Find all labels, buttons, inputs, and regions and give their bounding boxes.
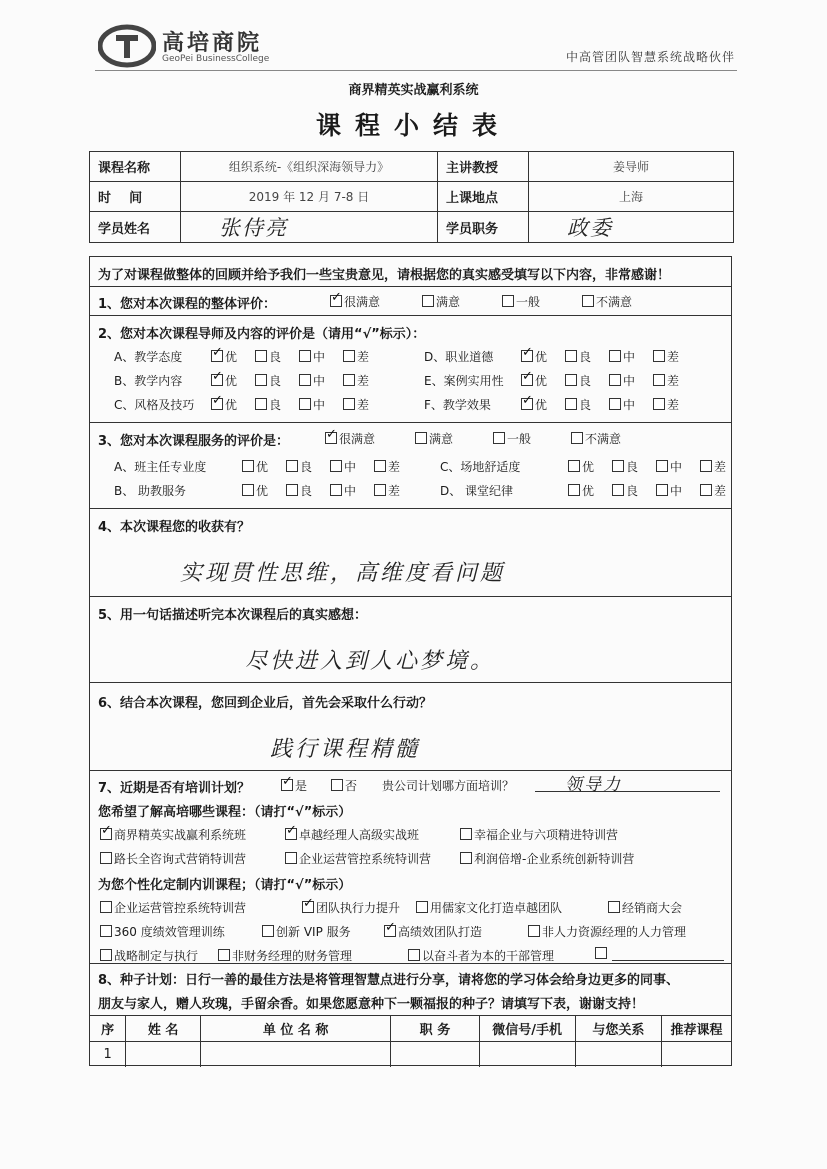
- checkbox[interactable]: [343, 350, 355, 362]
- checkbox[interactable]: [415, 432, 427, 444]
- checkbox[interactable]: [299, 374, 311, 386]
- q1-text: 1、您对本次课程的整体评价：: [98, 297, 277, 312]
- rating-option[interactable]: [568, 482, 594, 499]
- checkbox-label: 良: [300, 460, 313, 474]
- checkbox-label: 中: [670, 460, 683, 474]
- checkbox-label: 优: [535, 398, 548, 412]
- q3-option[interactable]: [415, 432, 453, 446]
- q1-option[interactable]: [502, 295, 540, 309]
- checkbox-label: 良: [626, 460, 639, 474]
- rating-option[interactable]: [211, 396, 237, 413]
- seed-table-column-header: 职 务: [391, 1016, 479, 1042]
- logo-text-en: GeoPei BusinessCollege: [162, 54, 270, 64]
- service-item-label: D、 课堂纪律: [440, 484, 514, 498]
- rating-option[interactable]: [565, 348, 591, 365]
- rating-option[interactable]: [653, 396, 679, 413]
- checkbox-label: 非财务经理的财务管理: [232, 949, 353, 963]
- checkbox[interactable]: [343, 374, 355, 386]
- checkbox[interactable]: [565, 398, 577, 410]
- checkbox[interactable]: [700, 484, 712, 496]
- checkbox-label: 非人力资源经理的人力管理: [542, 925, 687, 939]
- rating-option[interactable]: [343, 348, 369, 365]
- checkbox-label: 优: [225, 374, 238, 388]
- checkbox[interactable]: [286, 484, 298, 496]
- rating-option[interactable]: [374, 458, 400, 475]
- seed-table-column-header: 推荐课程: [662, 1016, 732, 1042]
- course-option[interactable]: [100, 850, 246, 867]
- checkbox[interactable]: [653, 350, 665, 362]
- checkbox-label: 中: [623, 398, 636, 412]
- q3-option[interactable]: [493, 432, 531, 446]
- rating-option[interactable]: [609, 372, 635, 389]
- custom-course-option[interactable]: [408, 947, 554, 964]
- checkbox-label: 差: [357, 374, 370, 388]
- logo-mark-icon: [98, 24, 156, 68]
- checkbox[interactable]: [325, 432, 337, 444]
- q1-options: [330, 293, 674, 310]
- checkbox-label: 优: [535, 374, 548, 388]
- rating-option[interactable]: [565, 372, 591, 389]
- student-name-handwriting: 张侍亮: [219, 216, 288, 240]
- seed-table-column-header: 单 位 名 称: [200, 1016, 390, 1042]
- table-cell[interactable]: [575, 1042, 661, 1068]
- checkbox-label: 利润倍增-企业系统创新特训营: [474, 852, 635, 866]
- checkbox[interactable]: [330, 295, 342, 307]
- q7-plan-label: 贵公司计划哪方面培训？: [382, 779, 515, 793]
- rating-item-label: F、教学效果: [424, 398, 491, 412]
- q7-yes-option[interactable]: [281, 777, 307, 794]
- rating-item-label: C、风格及技巧: [114, 398, 195, 412]
- checkbox[interactable]: [528, 925, 540, 937]
- q7-yes-checkbox[interactable]: [281, 779, 293, 791]
- course-option[interactable]: [460, 850, 634, 867]
- survey-box: [89, 256, 732, 1066]
- checkbox-label: 创新 VIP 服务: [276, 925, 351, 939]
- checkbox-label: 良: [269, 374, 282, 388]
- checkbox[interactable]: [460, 852, 472, 864]
- checkbox-label: 中: [313, 350, 326, 364]
- checkbox-label: 中: [313, 374, 326, 388]
- checkbox-label: 差: [667, 350, 680, 364]
- checkbox[interactable]: [100, 852, 112, 864]
- q1-option[interactable]: [582, 295, 632, 309]
- checkbox-label: 差: [714, 460, 727, 474]
- rating-option[interactable]: [286, 458, 312, 475]
- table-cell[interactable]: [200, 1042, 390, 1068]
- checkbox[interactable]: [100, 949, 112, 961]
- checkbox[interactable]: [612, 484, 624, 496]
- checkbox[interactable]: [374, 460, 386, 472]
- checkbox[interactable]: [255, 374, 267, 386]
- checkbox-label: 差: [714, 484, 727, 498]
- checkbox[interactable]: [302, 901, 314, 913]
- checkbox-label: 优: [535, 350, 548, 364]
- rating-option[interactable]: [255, 372, 281, 389]
- course-option[interactable]: [460, 826, 618, 843]
- q1-option[interactable]: [422, 295, 460, 309]
- custom-course-option[interactable]: [416, 899, 562, 916]
- q7-row: [90, 770, 731, 964]
- checkbox[interactable]: [565, 374, 577, 386]
- q4-row: [90, 508, 731, 597]
- q7-courses-header: 您希望了解高培哪些课程：（请打“√”标示）: [98, 805, 352, 820]
- checkbox[interactable]: [653, 398, 665, 410]
- course-option[interactable]: [285, 850, 431, 867]
- table-cell[interactable]: [662, 1042, 732, 1068]
- rating-option[interactable]: [299, 396, 325, 413]
- checkbox[interactable]: [211, 374, 223, 386]
- checkbox[interactable]: [571, 432, 583, 444]
- checkbox[interactable]: [285, 828, 297, 840]
- q6-answer[interactable]: 践行课程精髓: [270, 737, 421, 762]
- checkbox[interactable]: [211, 350, 223, 362]
- q4-text: 4、本次课程您的收获有？: [98, 520, 251, 535]
- place-label: 上课地点: [438, 182, 529, 212]
- position-handwriting: 政委: [567, 216, 613, 240]
- service-item-label: B、 助教服务: [114, 484, 187, 498]
- time-label: 时 间: [90, 182, 181, 212]
- checkbox-label: 不满意: [585, 432, 622, 446]
- student-name-label: 学员姓名: [90, 212, 181, 243]
- checkbox-label: 路长全咨询式营销特训营: [114, 852, 247, 866]
- q3-option[interactable]: [325, 432, 375, 446]
- checkbox[interactable]: [653, 374, 665, 386]
- teacher-value[interactable]: 姜导师: [529, 152, 734, 182]
- checkbox[interactable]: [374, 484, 386, 496]
- q5-row: [90, 596, 731, 683]
- rating-option[interactable]: [521, 396, 547, 413]
- q8-row: [90, 963, 731, 1015]
- rating-option[interactable]: [653, 348, 679, 365]
- student-name-value[interactable]: [181, 212, 438, 243]
- custom-course-option[interactable]: [100, 899, 246, 916]
- q2-text: 2、您对本次课程导师及内容的评价是（请用“√”标示）：: [98, 327, 426, 342]
- checkbox[interactable]: [416, 901, 428, 913]
- checkbox[interactable]: [255, 398, 267, 410]
- place-value[interactable]: 上海: [529, 182, 734, 212]
- custom-course-option[interactable]: [608, 899, 682, 916]
- checkbox[interactable]: [285, 852, 297, 864]
- table-cell[interactable]: [479, 1042, 575, 1068]
- checkbox[interactable]: [286, 460, 298, 472]
- rating-option[interactable]: [656, 482, 682, 499]
- checkbox[interactable]: [460, 828, 472, 840]
- custom-course-option[interactable]: [528, 923, 686, 940]
- student-position-value[interactable]: [529, 212, 734, 243]
- rating-option[interactable]: [299, 372, 325, 389]
- q7-no-option[interactable]: [331, 777, 357, 794]
- checkbox[interactable]: [568, 484, 580, 496]
- checkbox[interactable]: [608, 901, 620, 913]
- checkbox-label: 很满意: [344, 295, 381, 309]
- checkbox-label: 以奋斗者为本的干部管理: [422, 949, 555, 963]
- checkbox-label: 很满意: [339, 432, 376, 446]
- rating-option[interactable]: [343, 396, 369, 413]
- checkbox-label: 差: [357, 350, 370, 364]
- q7-text: 7、近期是否有培训计划？: [98, 781, 251, 796]
- q1-row: [90, 286, 731, 316]
- rating-item-label: A、教学态度: [114, 350, 183, 364]
- rating-option[interactable]: [700, 458, 726, 475]
- checkbox-label: 一般: [516, 295, 541, 309]
- blank-line[interactable]: [612, 948, 724, 961]
- checkbox-label: 中: [670, 484, 683, 498]
- rating-option[interactable]: [612, 482, 638, 499]
- checkbox-label: 中: [344, 484, 357, 498]
- checkbox[interactable]: [100, 828, 112, 840]
- rating-option[interactable]: [242, 458, 268, 475]
- rating-option[interactable]: [211, 372, 237, 389]
- student-position-label: 学员职务: [438, 212, 529, 243]
- checkbox[interactable]: [242, 484, 254, 496]
- rating-option[interactable]: [286, 482, 312, 499]
- seed-table-column-header: 与您关系: [575, 1016, 661, 1042]
- custom-course-option[interactable]: [595, 947, 724, 961]
- checkbox-label: 幸福企业与六项精进特训营: [474, 828, 619, 842]
- checkbox-label: 用儒家文化打造卓越团队: [430, 901, 563, 915]
- table-cell[interactable]: [391, 1042, 479, 1068]
- rating-option[interactable]: [374, 482, 400, 499]
- rating-option[interactable]: [609, 348, 635, 365]
- checkbox-label: 良: [300, 484, 313, 498]
- q7-no-label: 否: [345, 779, 358, 793]
- table-cell[interactable]: [126, 1042, 201, 1068]
- rating-option[interactable]: [612, 458, 638, 475]
- checkbox-label: 差: [388, 460, 401, 474]
- custom-course-option[interactable]: [218, 947, 352, 964]
- logo: [98, 24, 270, 68]
- checkbox-label: 中: [313, 398, 326, 412]
- checkbox-label: 一般: [507, 432, 532, 446]
- q7-yes-label: 是: [295, 779, 308, 793]
- rating-option[interactable]: [521, 348, 547, 365]
- rating-item-label: E、案例实用性: [424, 374, 504, 388]
- intro-text: 为了对课程做整体的回顾并给予我们一些宝贵意见，请根据您的真实感受填写以下内容，非常感谢！: [98, 268, 671, 283]
- checkbox[interactable]: [493, 432, 505, 444]
- rating-item-label: D、职业道德: [424, 350, 494, 364]
- checkbox[interactable]: [521, 398, 533, 410]
- q5-text: 5、用一句话描述听完本次课程后的真实感想：: [98, 608, 368, 623]
- rating-option[interactable]: [255, 348, 281, 365]
- checkbox[interactable]: [609, 398, 621, 410]
- rating-option[interactable]: [343, 372, 369, 389]
- q1-option[interactable]: [330, 295, 380, 309]
- seed-table-column-header: 微信号/手机: [479, 1016, 575, 1042]
- q7-plan-answer: 领导力: [565, 775, 622, 795]
- checkbox-label: 商界精英实战赢利系统班: [114, 828, 247, 842]
- service-item-label: A、班主任专业度: [114, 460, 207, 474]
- q4-answer[interactable]: 实现贯性思维，高维度看问题: [180, 561, 506, 586]
- checkbox[interactable]: [330, 484, 342, 496]
- checkbox-label: 良: [579, 398, 592, 412]
- checkbox-label: 优: [256, 460, 269, 474]
- checkbox[interactable]: [343, 398, 355, 410]
- rating-option[interactable]: [521, 372, 547, 389]
- checkbox-label: 差: [667, 374, 680, 388]
- rating-option[interactable]: [700, 482, 726, 499]
- custom-course-option[interactable]: [302, 899, 400, 916]
- checkbox-label: 优: [225, 350, 238, 364]
- checkbox-label: 良: [579, 350, 592, 364]
- service-item-label: C、场地舒适度: [440, 460, 521, 474]
- checkbox-label: 良: [626, 484, 639, 498]
- checkbox[interactable]: [656, 460, 668, 472]
- checkbox[interactable]: [330, 460, 342, 472]
- q5-answer[interactable]: 尽快进入到人心梦境。: [245, 649, 496, 674]
- q8-line1: 8、种子计划：日行一善的最佳方法是将管理智慧点进行分享，请将您的学习体会给身边更多的同事、: [98, 973, 680, 988]
- checkbox[interactable]: [422, 295, 434, 307]
- checkbox[interactable]: [582, 295, 594, 307]
- tagline: 中高管团队智慧系统战略伙伴: [565, 50, 735, 64]
- checkbox-label: 差: [667, 398, 680, 412]
- rating-option[interactable]: [609, 396, 635, 413]
- header-divider: [95, 70, 737, 71]
- course-option[interactable]: [285, 826, 419, 843]
- q7-custom-header: 为您个性化定制内训课程；（请打“√”标示）: [98, 878, 352, 893]
- checkbox-label: 满意: [429, 432, 454, 446]
- checkbox-label: 经销商大会: [622, 901, 683, 915]
- checkbox[interactable]: [299, 398, 311, 410]
- checkbox[interactable]: [262, 925, 274, 937]
- checkbox[interactable]: [100, 901, 112, 913]
- checkbox-label: 满意: [436, 295, 461, 309]
- checkbox-label: 优: [256, 484, 269, 498]
- seed-table-column-header: 序: [90, 1016, 126, 1042]
- checkbox-label: 优: [582, 460, 595, 474]
- checkbox[interactable]: [408, 949, 420, 961]
- rating-option[interactable]: [330, 482, 356, 499]
- custom-course-option[interactable]: [262, 923, 351, 940]
- rating-option[interactable]: [565, 396, 591, 413]
- checkbox[interactable]: [609, 350, 621, 362]
- checkbox[interactable]: [521, 374, 533, 386]
- q3-options: [325, 430, 661, 447]
- rating-option[interactable]: [653, 372, 679, 389]
- table-row: [90, 1042, 731, 1068]
- checkbox[interactable]: [100, 925, 112, 937]
- checkbox-label: 卓越经理人高级实战班: [299, 828, 420, 842]
- custom-course-option[interactable]: [100, 947, 198, 964]
- teacher-label: 主讲教授: [438, 152, 529, 182]
- checkbox[interactable]: [595, 947, 607, 959]
- intro-row: [90, 257, 731, 287]
- checkbox[interactable]: [612, 460, 624, 472]
- course-info-table: [89, 151, 734, 243]
- course-option[interactable]: [100, 826, 246, 843]
- rating-option[interactable]: [330, 458, 356, 475]
- form-title: 课程小结表: [315, 111, 511, 140]
- checkbox-label: 良: [269, 398, 282, 412]
- logo-text-cn: 高培商院: [162, 31, 263, 56]
- checkbox[interactable]: [218, 949, 230, 961]
- seed-plan-table: [90, 1015, 731, 1067]
- checkbox[interactable]: [568, 460, 580, 472]
- checkbox[interactable]: [502, 295, 514, 307]
- checkbox-label: 优: [582, 484, 595, 498]
- q3-option[interactable]: [571, 432, 621, 446]
- q6-row: [90, 682, 731, 771]
- rating-option[interactable]: [242, 482, 268, 499]
- checkbox[interactable]: [700, 460, 712, 472]
- form-subtitle: 商界精英实战赢利系统: [348, 83, 479, 98]
- checkbox[interactable]: [211, 398, 223, 410]
- checkbox[interactable]: [242, 460, 254, 472]
- rating-item-label: B、教学内容: [114, 374, 183, 388]
- checkbox-label: 差: [357, 398, 370, 412]
- rating-option[interactable]: [211, 348, 237, 365]
- seed-table-column-header: 姓 名: [126, 1016, 201, 1042]
- checkbox-label: 良: [579, 374, 592, 388]
- custom-course-option[interactable]: [384, 923, 482, 940]
- seed-table-header: [90, 1016, 731, 1042]
- q7-no-checkbox[interactable]: [331, 779, 343, 791]
- checkbox-label: 团队执行力提升: [316, 901, 401, 915]
- q3-row: [90, 422, 731, 509]
- checkbox-label: 差: [388, 484, 401, 498]
- checkbox[interactable]: [299, 350, 311, 362]
- table-cell: 1: [90, 1042, 126, 1068]
- rating-option[interactable]: [299, 348, 325, 365]
- q2-row: [90, 315, 731, 423]
- q8-line2: 朋友与家人，赠人玫瑰，手留余香。如果您愿意种下一颗福报的种子？请填写下表，谢谢支持！: [98, 997, 645, 1012]
- checkbox-label: 不满意: [596, 295, 633, 309]
- rating-option[interactable]: [255, 396, 281, 413]
- course-name-label: 课程名称: [90, 152, 181, 182]
- checkbox[interactable]: [609, 374, 621, 386]
- checkbox[interactable]: [255, 350, 267, 362]
- course-name-value[interactable]: 组织系统-《组织深海领导力》: [181, 152, 438, 182]
- q3-text: 3、您对本次课程服务的评价是：: [98, 434, 290, 449]
- checkbox-label: 360 度绩效管理训练: [114, 925, 225, 939]
- checkbox-label: 企业运营管控系统特训营: [299, 852, 432, 866]
- checkbox-label: 优: [225, 398, 238, 412]
- checkbox[interactable]: [521, 350, 533, 362]
- rating-option[interactable]: [656, 458, 682, 475]
- rating-option[interactable]: [568, 458, 594, 475]
- checkbox-label: 中: [623, 374, 636, 388]
- checkbox[interactable]: [565, 350, 577, 362]
- custom-course-option[interactable]: [100, 923, 225, 940]
- checkbox-label: 中: [623, 350, 636, 364]
- time-value[interactable]: 2019 年 12 月 7-8 日: [181, 182, 438, 212]
- checkbox-label: 良: [269, 350, 282, 364]
- checkbox-label: 中: [344, 460, 357, 474]
- checkbox[interactable]: [384, 925, 396, 937]
- checkbox-label: 高绩效团队打造: [398, 925, 483, 939]
- checkbox-label: 战略制定与执行: [114, 949, 199, 963]
- q7-plan-field[interactable]: [535, 770, 720, 795]
- q6-text: 6、结合本次课程，您回到企业后，首先会采取什么行动？: [98, 696, 433, 711]
- checkbox[interactable]: [656, 484, 668, 496]
- checkbox-label: 企业运营管控系统特训营: [114, 901, 247, 915]
